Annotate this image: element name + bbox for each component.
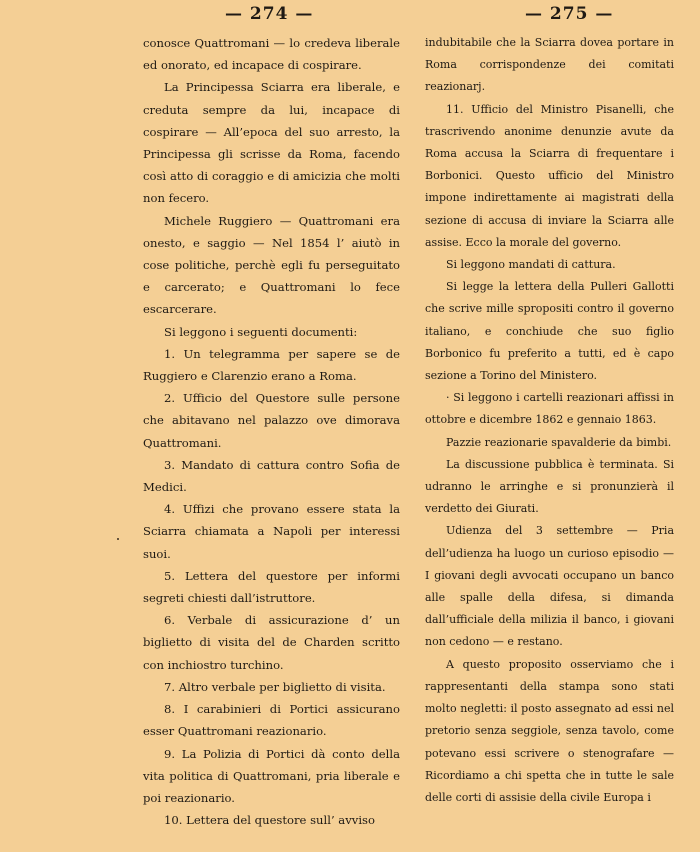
list-item: 8. I carabinieri di Portici assicurano esser Quattromani reazionario. [143, 702, 400, 739]
paragraph: Si legge la lettera della Pulleri Gallotti che scrive mille spropositi contro il governo italiano, e conchiude che suo figlio Borbonico fu preferito a tutti, ed è capo sezione a Torino del Ministero. [425, 280, 674, 383]
paragraph: indubitabile che la Sciarra dovea portare in Roma corrispondenze dei comitati reazionarj. [425, 36, 674, 94]
list-item: 2. Ufficio del Questore sulle persone che abitavano nel palazzo ove dimorava Quattromani. [143, 391, 400, 450]
list-item: 1. Un telegramma per sapere se de Ruggiero e Clarenzio erano a Roma. [143, 346, 400, 384]
list-item: 5. Lettera del questore per informi segreti chiesti dall’istruttore. [143, 568, 400, 606]
left-page-number: — 274 — [225, 4, 314, 24]
paragraph: La discussione pubblica è terminata. Si udranno le arringhe e si pronunzierà il verdetto dei Giurati. [425, 457, 674, 516]
left-text-column [143, 32, 400, 831]
paragraph: Udienza del 3 settembre — Pria dell’udienza ha luogo un curioso episodio — I giovani degli avvocati occupano un banco alle spalle della difesa, si dimanda dall’ufficiale della milizia il banco, i giovani non cedono — e restano. [425, 524, 674, 649]
paragraph: Michele Ruggiero — Quattromani era onesto, e saggio — Nel 1854 l’ aiutò in cose politiche, perchè egli fu perseguitato e carcerato; e Quattromani lo fece escarcerare. [143, 213, 400, 317]
list-item: 7. Altro verbale per biglietto di visita. [164, 679, 386, 694]
right-text-column [425, 32, 674, 809]
paragraph: A questo proposito osserviamo che i rappresentanti della stampa sono stati molto negletti: il posto assegnato ad essi nel pretorio senza seggiole, senza tavolo, come potevano essi scrivere o stenografare — Ricordiamo a chi spetta che in tutte le sale delle corti di assisie della civile Europa i [425, 657, 674, 804]
paragraph: conosce Quattromani — lo credeva liberale ed onorato, ed incapace di cospirare. [143, 36, 400, 73]
list-item: 11. Ufficio del Ministro Pisanelli, che trascrivendo anonime denunzie avute da Roma accusa la Sciarra di frequentare i Borbonici. Questo ufficio del Ministro impone indirettamente ai magistrati della sezione di accusa di inviare la Sciarra alle assise. Ecco la morale del governo. [425, 102, 674, 249]
list-item: 3. Mandato di cattura contro Sofia de Medici. [143, 457, 400, 495]
paragraph: Si leggono mandati di cattura. [446, 258, 616, 272]
print-speck [117, 538, 119, 540]
list-item: 6. Verbale di assicurazione d’ un biglietto di visita del de Charden scritto con inchiostro turchino. [143, 613, 400, 672]
list-item: 10. Lettera del questore sull’ avviso [164, 813, 375, 828]
paragraph: Si leggono i seguenti documenti: [164, 324, 358, 339]
list-item: 4. Uffizi che provano essere stata la Sciarra chiamata a Napoli per interessi suoi. [143, 502, 400, 561]
paragraph: Pazzie reazionarie spavalderie da bimbi. [446, 435, 672, 449]
list-item: 9. La Polizia di Portici dà conto della vita politica di Quattromani, pria liberale e poi reazionario. [143, 746, 400, 805]
paragraph: La Principessa Sciarra era liberale, e creduta sempre da lui, incapace di cospirare — All’epoca del suo arresto, la Principessa gli scrisse da Roma, facendo così atto di coraggio e di amicizia che molti non fecero. [143, 80, 400, 206]
paragraph: · Si leggono i cartelli reazionari affissi in ottobre e dicembre 1862 e gennaio 1863. [425, 391, 674, 427]
right-page-number: — 275 — [525, 4, 614, 24]
